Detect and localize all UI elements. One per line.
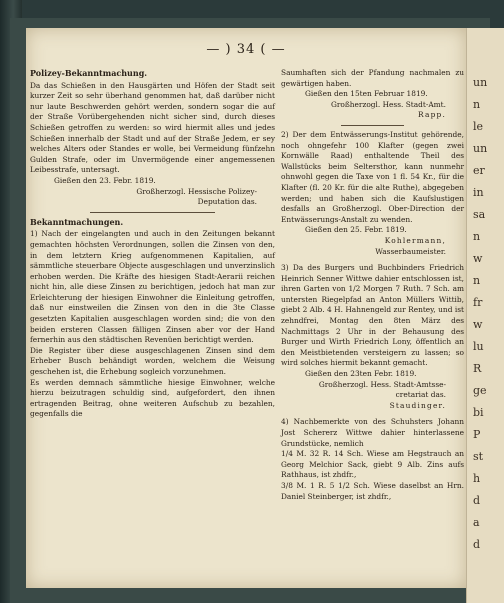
facing-page-fragment: n [473, 274, 481, 287]
facing-page-fragment: ge [473, 384, 487, 397]
facing-page-fragment: n [473, 230, 481, 243]
facing-page-fragment: er [473, 164, 485, 177]
announcement-1-signature-name: Rapp. [418, 110, 446, 120]
facing-page-fragment: le [473, 120, 484, 133]
announcement-1-signature-line1: Großherzogl. Hess. Stadt-Amt. [330, 99, 446, 109]
facing-page-fragment: sa [473, 208, 486, 221]
announcement-1-continuation: Saumhaften sich der Pfandung nachmalen zu gewärtigen haben. [281, 68, 464, 88]
announcement-2-signature-name: Kohlermann, [384, 235, 446, 245]
section-divider [90, 212, 215, 213]
announcement-1-payment-text: Es werden demnach sämmtliche hiesige Einwohner, welche hierzu beizutragen schuldig sind, aufgefordert, den ihnen ertragenden Beitrag, ohne weiteren Aufschub zu bezahlen, gegenfalls die [30, 377, 275, 419]
facing-page-fragment: in [473, 186, 484, 199]
announcement-3-signature-line1: Großherzogl. Hess. Stadt-Amtsse- [318, 379, 446, 389]
facing-page-fragment: fr [473, 296, 483, 309]
announcement-divider [341, 125, 404, 126]
left-column [30, 68, 275, 420]
facing-page-fragment: n [473, 98, 481, 111]
police-notice-heading: Polizey-Bekanntmachung. [30, 68, 148, 78]
facing-page-fragment: d [473, 538, 481, 551]
facing-page-fragment: R [473, 362, 482, 375]
page-number: — ) 34 ( — [206, 42, 286, 57]
announcements-heading: Bekanntmachungen. [30, 216, 124, 227]
facing-page-fragment: un [473, 142, 488, 155]
facing-page-fragment: a [473, 516, 480, 529]
announcement-4-text: 4) Nachbemerkte von des Schuhsters Johann Jost Schererz Wittwe dahier hinterlassene Grundstücke, nemlich [281, 417, 464, 448]
facing-page-fragment: d [473, 494, 481, 507]
announcement-4-item-2: 3/8 M. 1 R. 5 1/2 Sch. Wiese daselbst an Hrn. Daniel Steinberger, ist zhdfr., [281, 480, 464, 501]
announcement-1-text: 1) Nach der eingelangten und auch in den Zeitungen bekannt gemachten höchsten Verordnungen, sollen die Zinsen von den, in dem letztern Krieg aufgenommenen Kapitalien, auf sämmtliche steuerbare Objecte ausgeschlagen und unverzinslich erhoben werden. Die Kräfte des hiesigen Stadt-Aerarii reichen nicht hin, alle diese Zinsen zu berichtigen, jedoch hat man zur Erleichterung der hiesigen Einwohner die Einleitung getroffen, daß nur einstweilen die Zinsen von den in die 3te Classe gesetzten Kapitalien ausgeschlagen worden sind; die von den beiden ersteren Classen fälligen Zinsen aber vor der Hand fernerhin aus den städtischen Revenüen berichtigt werden. [30, 229, 275, 345]
police-notice-signature-line1: Großherzogl. Hessische Polizey- [136, 186, 257, 196]
announcement-3-date: Gießen den 23ten Febr. 1819. [305, 369, 417, 379]
facing-page-fragment: st [473, 450, 484, 463]
police-notice-date: Gießen den 23. Febr. 1819. [54, 175, 156, 185]
right-column [281, 68, 464, 502]
announcement-2-signature-title: Wasserbaumeister. [375, 246, 446, 256]
facing-page-fragment: P [473, 428, 481, 441]
facing-page-fragment: w [473, 252, 483, 265]
book-page [26, 28, 466, 588]
announcement-4-item-1: 1/4 M. 32 R. 14 Sch. Wiese am Hegstrauch an Georg Melchior Sack, giebt 9 Alb. Zins aufs Rathhaus, ist zhdfr., [281, 449, 464, 480]
announcement-3-text: 3) Da des Burgers und Buchbinders Friedrich Heinrich Senner Wittwe dahier entschlossen ist, ihren Garten von 1/2 Morgen 7 Ruth. 7 Sch. am untersten Riegelpfad an Anton Müllers Wittib, giebt 2 Alb. 4 H. Hahnengeld zur Rentey, und ist zehndfrei, Montag den 8ten März des Nachmittags 2 Uhr in der Behausung des Burger und Wirth Friedrich Lony, öffentlich an den Meistbietenden versteigern zu lassen; so wird solches hiermit bekannt gemacht. [281, 263, 464, 368]
police-notice-signature-line2: Deputation das. [197, 197, 257, 207]
announcement-3-signature-name: Staudinger. [389, 400, 446, 410]
facing-page-fragment: h [473, 472, 481, 485]
announcement-2-text: 2) Der dem Entwässerungs-Institut gehörende, noch ohngefehr 100 Klafter (gegen zwei Kornwälle Raad) enthaltende Theil des Wallstücks beim Seltersthor, kann nunmehr ohnwohl gegen die Taxe von 1 fl. 54 Kr., für die Klafter (fl. 20 Kr. für die alte Ruthe), abgegeben werden; und haben sich die Kaufslustigen desfalls an Großherzogl. Ober-Direction der Entwässerungs-Anstalt zu wenden. [281, 129, 464, 224]
announcement-1-date: Gießen den 15ten Februar 1819. [305, 89, 428, 99]
facing-page-edge [466, 28, 504, 603]
facing-page-fragment: un [473, 76, 488, 89]
facing-page-fragment: w [473, 318, 483, 331]
facing-page-fragment: lu [473, 340, 484, 353]
announcement-1-register-text: Die Register über diese ausgeschlagenen Zinsen sind dem Erheber Busch behändigt worden, welchem die Weisung geschehen ist, die Erhebung sogleich vorzunehmen. [30, 345, 275, 377]
announcement-3-signature-line2: cretariat das. [395, 390, 446, 400]
announcement-2-date: Gießen den 25. Febr. 1819. [305, 225, 407, 235]
facing-page-fragment: bi [473, 406, 484, 419]
police-notice-text: Da das Schießen in den Hausgärten und Höfen der Stadt seit kurzer Zeit so sehr überhand genommen hat, daß darüber nicht nur laute Beschwerden gehört werden, sondern sogar die auf der Straße Vorübergehenden nicht sicher sind, durch dieses Schießen getroffen zu werden: so wird hiermit alles und jedes Schießen innerhalb der Stadt und auf der Straße Jedem, er sey welches Alters oder Standes er wolle, bei Vermeidung fünfzehn Gulden Strafe, oder im Unvermögende einer angemessenen Leibesstrafe, untersagt. [30, 80, 275, 175]
